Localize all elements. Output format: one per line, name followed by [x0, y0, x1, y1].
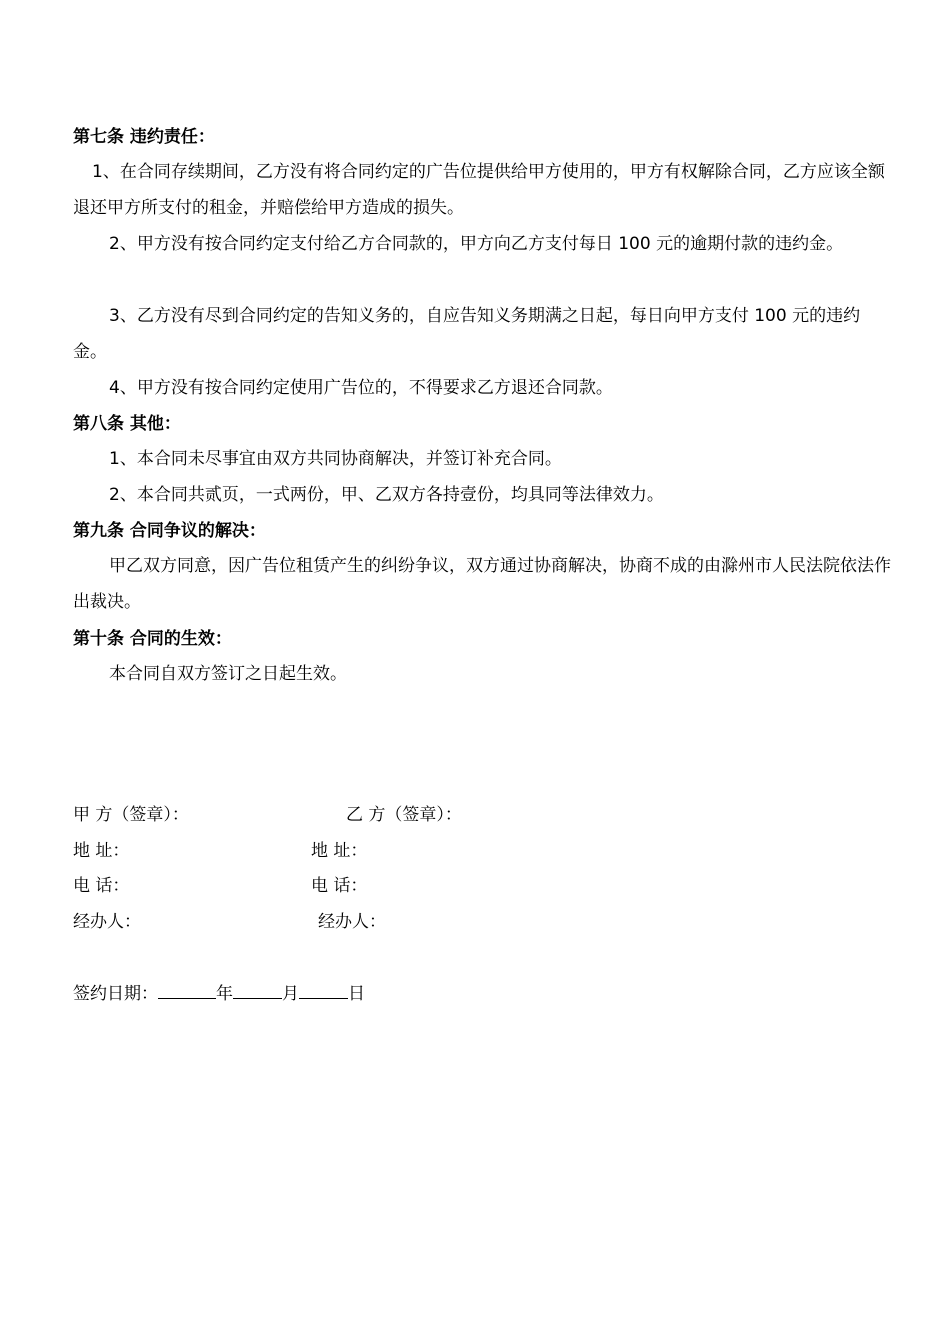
article-8-title: 第八条 其他： [73, 414, 181, 434]
party-b-address-label: 地 址： [311, 841, 368, 861]
month-label: 月 [282, 984, 299, 1004]
article-8-item-2: 2、本合同共贰页，一式两份，甲、乙双方各持壹份，均具同等法律效力。 [109, 485, 664, 505]
party-a-agent-label: 经办人： [73, 912, 141, 932]
party-a-signature-label: 甲 方（签章）： [73, 805, 189, 825]
party-a-address-label: 地 址： [73, 841, 130, 861]
article-8-item-1: 1、本合同未尽事宜由双方共同协商解决，并签订补充合同。 [109, 449, 562, 469]
article-7-item-1: 1、在合同存续期间，乙方没有将合同约定的广告位提供给甲方使用的，甲方有权解除合同，乙方应该全额退还甲方所支付的租金，并赔偿给甲方造成的损失。 [73, 162, 885, 218]
article-7-item-4: 4、甲方没有按合同约定使用广告位的，不得要求乙方退还合同款。 [109, 378, 613, 398]
article-10-title: 第十条 合同的生效： [73, 629, 232, 649]
article-10-text: 本合同自双方签订之日起生效。 [109, 664, 347, 684]
month-blank [233, 982, 282, 999]
article-7-item-2: 2、甲方没有按合同约定支付给乙方合同款的，甲方向乙方支付每日 100 元的逾期付款的违约金。 [109, 234, 844, 254]
article-7-item-3: 3、乙方没有尽到合同约定的告知义务的，自应告知义务期满之日起，每日向甲方支付 100 元的违约金。 [73, 306, 861, 362]
day-label: 日 [348, 984, 365, 1004]
party-b-phone-label: 电 话： [311, 876, 368, 896]
party-b-signature-label: 乙 方（签章）： [346, 805, 462, 825]
party-b-agent-label: 经办人： [318, 912, 386, 932]
year-blank [158, 982, 216, 999]
signing-date-row [73, 982, 365, 1006]
article-9-text: 甲乙双方同意，因广告位租赁产生的纠纷争议，双方通过协商解决，协商不成的由滁州市人民法院依法作出裁决。 [73, 556, 891, 612]
party-a-phone-label: 电 话： [73, 876, 130, 896]
article-9-title: 第九条 合同争议的解决： [73, 521, 266, 541]
article-7-title: 第七条 违约责任： [73, 127, 215, 147]
day-blank [299, 982, 348, 999]
signing-date-label: 签约日期： [73, 984, 158, 1004]
year-label: 年 [216, 984, 233, 1004]
